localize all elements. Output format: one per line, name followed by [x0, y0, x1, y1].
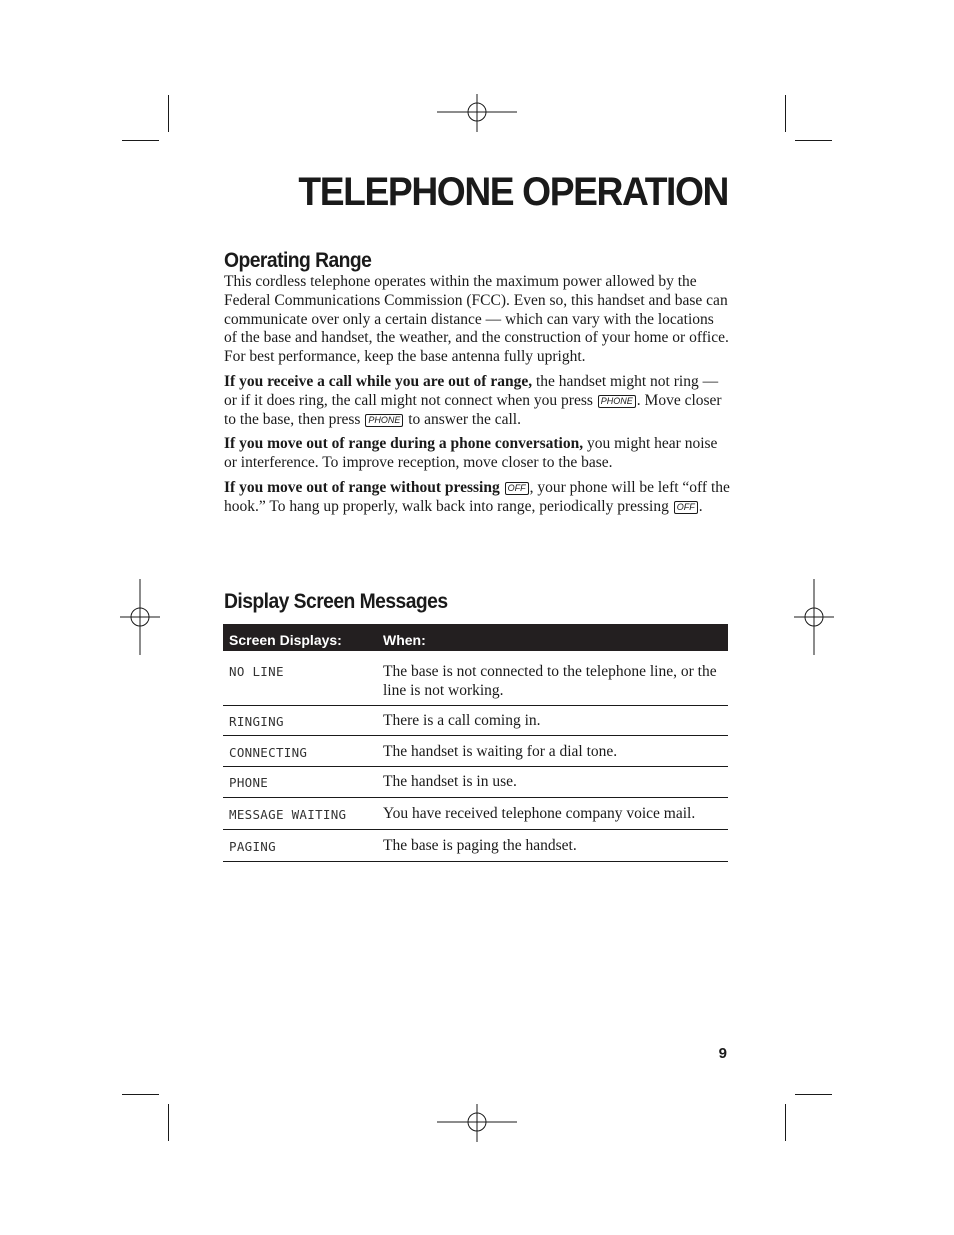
table-row: [223, 651, 728, 706]
out-of-range-off-paragraph: If you move out of range without pressing OFF , your phone will be left “off the hook.” To hang up properly, walk back into range, periodically pressing OFF .: [224, 478, 730, 515]
screen-display-description: The handset is in use.: [383, 773, 517, 790]
operating-range-body: [224, 273, 730, 523]
out-of-range-conversation-paragraph: If you move out of range during a phone conversation, you might hear noise or interference. To improve reception, move closer to the base.: [224, 435, 718, 472]
off-key-icon: OFF: [674, 501, 698, 514]
crop-mark: [795, 140, 832, 141]
screen-display-code: MESSAGE WAITING: [229, 807, 347, 822]
column-header-screen-displays: Screen Displays:: [229, 632, 342, 648]
intro-paragraph: This cordless telephone operates within the maximum power allowed by the Federal Communications Commission (FCC). Even so, this handset and base can communicate over only a certain distance — which can vary with the locations of the base and handset, the weather, and the construction of your home or office. For best performance, keep the base antenna fully upright.: [224, 273, 729, 366]
section-heading-display-messages: Display Screen Messages: [224, 590, 448, 613]
screen-display-description: The base is paging the handset.: [383, 837, 577, 854]
page-number: 9: [718, 1045, 727, 1062]
screen-display-description: There is a call coming in.: [383, 712, 541, 729]
display-messages-table: [223, 624, 728, 862]
crop-mark: [122, 1094, 159, 1095]
table-header: [223, 624, 728, 651]
crop-mark: [785, 95, 786, 132]
table-row: [223, 830, 728, 862]
section-heading-operating-range: Operating Range: [224, 249, 372, 272]
table-row: [223, 798, 728, 830]
lead-text: If you receive a call while you are out of range,: [224, 372, 533, 390]
table-row: [223, 767, 728, 798]
screen-display-code: CONNECTING: [229, 745, 308, 760]
phone-key-icon: PHONE: [598, 395, 636, 408]
screen-display-code: PHONE: [229, 775, 269, 790]
page-title: TELEPHONE OPERATION: [298, 170, 728, 214]
phone-key-icon: PHONE: [365, 414, 403, 427]
registration-mark-icon: [437, 94, 517, 132]
crop-mark: [795, 1094, 832, 1095]
crop-mark: [168, 95, 169, 132]
screen-display-description: The base is not connected to the telephone line, or the line is not working.: [383, 663, 717, 699]
screen-display-code: PAGING: [229, 839, 276, 854]
crop-mark: [168, 1104, 169, 1141]
screen-display-code: NO LINE: [229, 664, 284, 679]
crop-mark: [122, 140, 159, 141]
registration-mark-icon: [794, 579, 834, 655]
lead-text: If you move out of range during a phone conversation,: [224, 435, 584, 453]
out-of-range-call-paragraph: If you receive a call while you are out of range, the handset might not ring — or if it does ring, the call might not connect when you press PHONE . Move closer to the base, then press PHONE to answer the call.: [224, 372, 722, 428]
off-key-icon: OFF: [505, 482, 529, 495]
screen-display-description: You have received telephone company voice mail.: [383, 805, 696, 822]
table-row: [223, 736, 728, 767]
registration-mark-icon: [120, 579, 160, 655]
crop-mark: [785, 1104, 786, 1141]
lead-text: If you move out of range without pressing: [224, 478, 500, 496]
screen-display-code: RINGING: [229, 714, 284, 729]
screen-display-description: The handset is waiting for a dial tone.: [383, 743, 618, 760]
registration-mark-icon: [437, 1104, 517, 1142]
column-header-when: When:: [383, 632, 426, 648]
table-row: [223, 706, 728, 736]
